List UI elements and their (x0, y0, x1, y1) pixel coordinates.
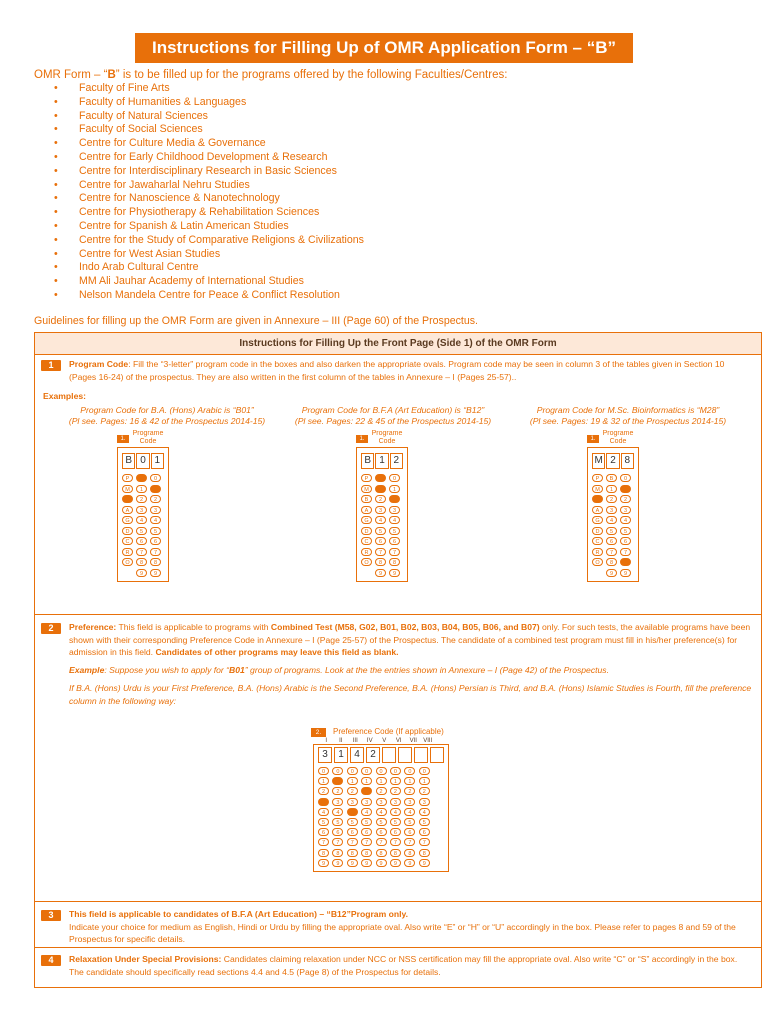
omr-oval[interactable] (620, 558, 631, 566)
omr-oval[interactable]: O (122, 558, 133, 566)
preference-oval[interactable]: 5 (347, 818, 358, 826)
omr-oval[interactable]: 5 (375, 527, 386, 535)
omr-oval[interactable]: 5 (389, 527, 400, 535)
preference-oval[interactable]: 4 (376, 808, 387, 816)
preference-box[interactable] (430, 747, 444, 763)
section-2-text: Preference: This field is applicable to programs with Combined Test (M58, G02, B01, B02, B03, B04, B05, B06, and B07) only. For such tests, the available programs have been shown with their corresponding Preference Code in Annexure – I (Page 25-57) of the Prospectus. The candidate of a combined test program must fill in his/her preference(s) for admission in this field. Candidates of other programs may leave this field as blank. (69, 622, 751, 658)
example-1: Program Code for B.A. (Hons) Arabic is “B01” (Pl see. Pages: 16 & 42 of the Prospectus 2014-15) (68, 405, 266, 426)
omr-oval[interactable]: 8 (375, 558, 386, 566)
omr-oval[interactable]: 3 (375, 506, 386, 514)
preference-oval[interactable]: 9 (376, 859, 387, 867)
preference-oval[interactable]: 9 (318, 859, 329, 867)
examples-label: Examples: (43, 391, 86, 401)
omr-oval[interactable]: A (122, 506, 133, 514)
code-box[interactable]: M (592, 453, 605, 469)
faculty-item: • Centre for Spanish & Latin American Studies (54, 220, 364, 234)
omr-oval[interactable]: M (361, 485, 372, 493)
roman-header: V (382, 738, 387, 744)
omr-oval[interactable] (122, 495, 133, 503)
omr-oval[interactable]: C (592, 537, 603, 545)
omr-oval[interactable]: 3 (150, 506, 161, 514)
omr-oval[interactable]: 5 (606, 527, 617, 535)
faculty-item: • Nelson Mandela Centre for Peace & Conflict Resolution (54, 289, 364, 303)
preference-oval[interactable]: 5 (390, 818, 401, 826)
preference-oval[interactable]: 4 (332, 808, 343, 816)
omr-oval[interactable]: M (122, 485, 133, 493)
omr-oval[interactable]: 6 (375, 537, 386, 545)
preference-oval[interactable]: 1 (419, 777, 430, 785)
preference-oval[interactable]: 2 (419, 787, 430, 795)
faculty-item: • Indo Arab Cultural Centre (54, 261, 364, 275)
omr-oval (592, 569, 603, 577)
program-code-label: 1. Programe Code (587, 430, 637, 447)
preference-oval[interactable]: 2 (376, 787, 387, 795)
box-header: Instructions for Filling Up the Front Page (Side 1) of the OMR Form (35, 333, 761, 355)
preference-oval[interactable]: 7 (390, 838, 401, 846)
divider (35, 901, 761, 902)
program-code-grid-3 (587, 430, 637, 582)
omr-oval[interactable]: 5 (136, 527, 147, 535)
omr-oval[interactable]: 8 (150, 558, 161, 566)
omr-oval[interactable]: 3 (606, 506, 617, 514)
roman-header: VII (409, 738, 417, 744)
preference-oval[interactable]: 1 (347, 777, 358, 785)
omr-oval[interactable]: 4 (389, 516, 400, 524)
omr-oval[interactable]: R (361, 548, 372, 556)
preference-oval[interactable]: 3 (404, 798, 415, 806)
roman-header: VI (395, 738, 402, 744)
preference-oval[interactable]: 1 (390, 777, 401, 785)
omr-oval[interactable]: 0 (389, 474, 400, 482)
preference-oval[interactable]: 8 (404, 849, 415, 857)
code-box[interactable]: B (122, 453, 135, 469)
preference-oval[interactable]: 6 (318, 828, 329, 836)
omr-oval[interactable]: G (592, 516, 603, 524)
faculty-item: • Faculty of Natural Sciences (54, 110, 364, 124)
preference-oval[interactable]: 4 (419, 808, 430, 816)
preference-oval[interactable]: 7 (361, 838, 372, 846)
section-1-number: 1 (41, 360, 61, 371)
omr-oval[interactable]: 6 (150, 537, 161, 545)
omr-oval[interactable]: 8 (136, 558, 147, 566)
code-box[interactable]: B (361, 453, 374, 469)
omr-oval[interactable]: 2 (606, 495, 617, 503)
omr-oval[interactable]: 9 (620, 569, 631, 577)
preference-oval[interactable]: 7 (332, 838, 343, 846)
preference-oval[interactable]: 1 (361, 777, 372, 785)
code-box[interactable]: 2 (606, 453, 619, 469)
preference-oval[interactable]: 9 (390, 859, 401, 867)
omr-oval[interactable]: 5 (150, 527, 161, 535)
omr-oval[interactable]: 3 (389, 506, 400, 514)
preference-oval[interactable]: 6 (390, 828, 401, 836)
program-code-grid-2 (356, 430, 406, 582)
faculty-item: • Centre for Physiotherapy & Rehabilitation Sciences (54, 206, 364, 220)
preference-box[interactable]: 2 (366, 747, 380, 763)
preference-oval[interactable]: 5 (404, 818, 415, 826)
preference-oval[interactable]: 8 (361, 849, 372, 857)
omr-oval[interactable]: 9 (375, 569, 386, 577)
omr-oval[interactable]: 2 (136, 495, 147, 503)
preference-oval[interactable]: 2 (404, 787, 415, 795)
preference-oval[interactable]: 4 (390, 808, 401, 816)
omr-oval[interactable]: 0 (150, 474, 161, 482)
omr-oval[interactable]: G (361, 516, 372, 524)
preference-oval[interactable] (347, 808, 358, 816)
omr-oval[interactable]: M (592, 485, 603, 493)
omr-oval[interactable]: 4 (375, 516, 386, 524)
omr-oval[interactable]: 8 (606, 558, 617, 566)
omr-oval[interactable] (375, 474, 386, 482)
program-code-label: 1. Programe Code (356, 430, 406, 447)
preference-oval[interactable] (332, 777, 343, 785)
preference-oval[interactable]: 8 (318, 849, 329, 857)
preference-oval[interactable]: 2 (347, 787, 358, 795)
omr-oval[interactable]: 3 (620, 506, 631, 514)
omr-oval[interactable]: D (122, 527, 133, 535)
omr-oval[interactable]: 7 (136, 548, 147, 556)
preference-oval[interactable]: 0 (318, 767, 329, 775)
omr-oval[interactable]: 7 (150, 548, 161, 556)
preference-oval[interactable]: 0 (419, 767, 430, 775)
instructions-box (34, 332, 762, 988)
omr-oval[interactable]: 6 (389, 537, 400, 545)
preference-oval[interactable]: 5 (376, 818, 387, 826)
omr-oval[interactable]: 8 (389, 558, 400, 566)
omr-oval[interactable]: 2 (620, 495, 631, 503)
intro-text: OMR Form – “B” is to be filled up for the programs offered by the following Faculties/Centres: (34, 69, 508, 81)
roman-header: IV (366, 738, 373, 744)
roman-header: VIII (423, 738, 433, 744)
preference-oval[interactable]: 7 (318, 838, 329, 846)
roman-header: II (339, 738, 343, 744)
omr-oval[interactable]: G (122, 516, 133, 524)
faculty-item: • Faculty of Fine Arts (54, 82, 364, 96)
faculty-list (54, 82, 364, 303)
section-4-number: 4 (41, 955, 61, 966)
program-code-label: 1. Programe Code (117, 430, 167, 447)
omr-oval[interactable]: B (606, 474, 617, 482)
omr-oval[interactable] (375, 485, 386, 493)
omr-oval[interactable]: 5 (620, 527, 631, 535)
page-title: Instructions for Filling Up of OMR Application Form – “B” (135, 33, 633, 63)
faculty-item: • Centre for West Asian Studies (54, 248, 364, 262)
preference-oval[interactable]: 5 (332, 818, 343, 826)
omr-oval[interactable]: 1 (136, 485, 147, 493)
example-2: Program Code for B.F.A (Art Education) is “B12” (Pl see. Pages: 22 & 45 of the Prospectus 2014-15) (294, 405, 492, 426)
omr-oval[interactable]: 2 (150, 495, 161, 503)
preference-oval[interactable]: 1 (376, 777, 387, 785)
preference-oval[interactable]: 5 (318, 818, 329, 826)
omr-oval[interactable]: D (361, 527, 372, 535)
preference-oval[interactable]: 3 (361, 798, 372, 806)
preference-oval[interactable]: 2 (390, 787, 401, 795)
omr-oval[interactable]: 0 (620, 474, 631, 482)
omr-oval[interactable]: C (122, 537, 133, 545)
preference-oval[interactable]: 3 (419, 798, 430, 806)
roman-header: I (325, 738, 328, 744)
omr-oval[interactable]: 9 (136, 569, 147, 577)
preference-oval[interactable]: 6 (376, 828, 387, 836)
preference-oval[interactable]: 9 (419, 859, 430, 867)
omr-oval[interactable]: O (592, 558, 603, 566)
preference-box[interactable]: 3 (318, 747, 332, 763)
faculty-item: • Centre for the Study of Comparative Religions & Civilizations (54, 234, 364, 248)
omr-oval[interactable] (592, 495, 603, 503)
faculty-item: • Faculty of Social Sciences (54, 123, 364, 137)
preference-oval[interactable]: 3 (376, 798, 387, 806)
preference-oval[interactable]: 4 (361, 808, 372, 816)
faculty-item: • Centre for Interdisciplinary Research in Basic Sciences (54, 165, 364, 179)
omr-oval[interactable]: B (361, 495, 372, 503)
preference-oval[interactable]: 8 (376, 849, 387, 857)
omr-oval[interactable]: 2 (375, 495, 386, 503)
omr-oval[interactable]: 6 (606, 537, 617, 545)
preference-oval[interactable]: 1 (404, 777, 415, 785)
section-3-number: 3 (41, 910, 61, 921)
omr-oval[interactable]: 9 (606, 569, 617, 577)
form-letter: B (107, 69, 116, 81)
preference-oval[interactable]: 1 (318, 777, 329, 785)
preference-code-grid: 2. Preference Code (If applicable) I II III IV V VI VII VIII 3 1 4 2 0 0 0 0 0 0 0 0 1 1 1 1 1 1 1 2 2 2 2 2 2 2 3 3 3 3 3 3 3 4 4 4 4 4 4 4 5 5 5 5 5 5 5 5 6 6 6 6 6 6 6 6 7 7 7 7 7 7 7 7 8 8 8 8 8 8 8 8 9 9 9 9 9 9 9 9 (311, 726, 461, 872)
preference-oval[interactable]: 0 (347, 767, 358, 775)
preference-box[interactable] (398, 747, 412, 763)
preference-oval[interactable]: 3 (347, 798, 358, 806)
omr-oval[interactable]: 6 (136, 537, 147, 545)
preference-oval[interactable]: 8 (347, 849, 358, 857)
omr-oval[interactable]: 7 (606, 548, 617, 556)
omr-oval[interactable]: 4 (620, 516, 631, 524)
preference-box[interactable]: 1 (334, 747, 348, 763)
preference-oval[interactable] (318, 798, 329, 806)
preference-oval[interactable]: 4 (404, 808, 415, 816)
omr-oval[interactable] (136, 474, 147, 482)
divider (35, 614, 761, 615)
omr-oval[interactable]: 3 (136, 506, 147, 514)
preference-oval[interactable]: 8 (390, 849, 401, 857)
section-1-text: Program Code: Fill the “3-letter” program code in the boxes and also darken the appropriate ovals. Program code may be seen in column 3 of the tables given in Section 10 (Pages 16-24) of the prospectus. They are also written in the first column of the tables in Annexure – I (Pages 25-57).. (69, 359, 725, 382)
code-box[interactable]: 0 (136, 453, 149, 469)
faculty-item: • Centre for Culture Media & Governance (54, 137, 364, 151)
omr-oval[interactable] (150, 485, 161, 493)
preference-oval[interactable]: 0 (376, 767, 387, 775)
code-box[interactable]: 1 (375, 453, 388, 469)
omr-oval[interactable] (620, 485, 631, 493)
faculty-item: • Centre for Early Childhood Development & Research (54, 151, 364, 165)
omr-oval[interactable] (389, 495, 400, 503)
preference-oval[interactable]: 5 (419, 818, 430, 826)
omr-oval[interactable]: 4 (606, 516, 617, 524)
omr-oval (122, 569, 133, 577)
section-3-text: This field is applicable to candidates of B.F.A (Art Education) – “B12”Program only. Indicate your choice for medium as English, Hindi or Urdu by filling the appropriate oval. Also write “E” or “H” or “U” accordingly in the box. Please refer to pages 8 and 59 of the Prospectus for specific details. (69, 909, 736, 945)
preference-box[interactable] (382, 747, 396, 763)
preference-oval[interactable]: 9 (404, 859, 415, 867)
example-3: Program Code for M.Sc. Bioinformatics is “M28” (Pl see. Pages: 19 & 32 of the Prospectus 2014-15) (529, 405, 727, 426)
faculty-item: • MM Ali Jauhar Academy of International Studies (54, 275, 364, 289)
omr-oval[interactable]: P (122, 474, 133, 482)
preference-oval[interactable]: 7 (404, 838, 415, 846)
preference-oval[interactable]: 0 (390, 767, 401, 775)
section-2-paragraph: If B.A. (Hons) Urdu is your First Preference, B.A. (Hons) Arabic is the Second Preference, B.A. (Hons) Persian is Third, and B.A. (Hons) Islamic Studies is Fourth, fill the preference column in the following way: (69, 683, 752, 706)
omr-oval[interactable]: 7 (620, 548, 631, 556)
omr-oval[interactable]: 7 (389, 548, 400, 556)
omr-oval[interactable]: 1 (389, 485, 400, 493)
omr-oval[interactable]: A (592, 506, 603, 514)
preference-box[interactable]: 4 (350, 747, 364, 763)
omr-oval[interactable]: 9 (389, 569, 400, 577)
preference-oval[interactable]: 4 (318, 808, 329, 816)
faculty-item: • Centre for Nanoscience & Nanotechnology (54, 192, 364, 206)
preference-oval[interactable]: 9 (347, 859, 358, 867)
code-box[interactable]: 8 (621, 453, 634, 469)
preference-oval[interactable]: 7 (347, 838, 358, 846)
preference-oval[interactable]: 9 (361, 859, 372, 867)
preference-oval[interactable]: 3 (390, 798, 401, 806)
preference-oval[interactable]: 8 (419, 849, 430, 857)
omr-oval[interactable]: O (361, 558, 372, 566)
preference-oval[interactable]: 6 (332, 828, 343, 836)
preference-oval[interactable] (361, 787, 372, 795)
section-4-text: Relaxation Under Special Provisions: Candidates claiming relaxation under NCC or NSS certification may fill the appropriate oval. Also write “C” or “S” accordingly in the box. The candidate should specifically read sections 4.4 and 4.5 (Page 8) of the Prospectus for details. (69, 954, 738, 977)
preference-oval[interactable]: 9 (332, 859, 343, 867)
omr-oval[interactable]: 9 (150, 569, 161, 577)
faculty-item: • Faculty of Humanities & Languages (54, 96, 364, 110)
divider (35, 947, 761, 948)
omr-oval[interactable]: R (592, 548, 603, 556)
preference-oval[interactable]: 6 (419, 828, 430, 836)
code-box[interactable]: 1 (151, 453, 164, 469)
section-2-example: Example: Suppose you wish to apply for “B01” group of programs. Look at the the entries shown in Annexure – I (Page 42) of the Prospectus. (69, 665, 609, 675)
preference-oval[interactable]: 7 (419, 838, 430, 846)
omr-oval[interactable]: 4 (136, 516, 147, 524)
omr-oval[interactable]: 1 (606, 485, 617, 493)
preference-oval[interactable]: 3 (332, 798, 343, 806)
preference-oval[interactable]: 6 (347, 828, 358, 836)
preference-oval[interactable]: 6 (361, 828, 372, 836)
omr-oval[interactable]: P (361, 474, 372, 482)
omr-oval[interactable]: D (592, 527, 603, 535)
preference-oval[interactable]: 0 (332, 767, 343, 775)
omr-oval[interactable]: R (122, 548, 133, 556)
preference-oval[interactable]: 0 (404, 767, 415, 775)
omr-oval[interactable]: 7 (375, 548, 386, 556)
roman-header: III (352, 738, 358, 744)
preference-oval[interactable]: 2 (332, 787, 343, 795)
preference-oval[interactable]: 7 (376, 838, 387, 846)
faculty-item: • Centre for Jawaharlal Nehru Studies (54, 179, 364, 193)
preference-oval[interactable]: 6 (404, 828, 415, 836)
preference-oval[interactable]: 5 (361, 818, 372, 826)
preference-oval[interactable]: 0 (361, 767, 372, 775)
omr-oval[interactable]: 4 (150, 516, 161, 524)
omr-oval[interactable]: C (361, 537, 372, 545)
omr-oval (361, 569, 372, 577)
program-code-grid-1 (117, 430, 167, 582)
omr-oval[interactable]: 6 (620, 537, 631, 545)
omr-oval[interactable]: P (592, 474, 603, 482)
section-2-number: 2 (41, 623, 61, 634)
preference-oval[interactable]: 8 (332, 849, 343, 857)
code-box[interactable]: 2 (390, 453, 403, 469)
preference-oval[interactable]: 2 (318, 787, 329, 795)
omr-oval[interactable]: A (361, 506, 372, 514)
guidelines-text: Guidelines for filling up the OMR Form are given in Annexure – III (Page 60) of the Prospectus. (34, 315, 478, 327)
preference-box[interactable] (414, 747, 428, 763)
